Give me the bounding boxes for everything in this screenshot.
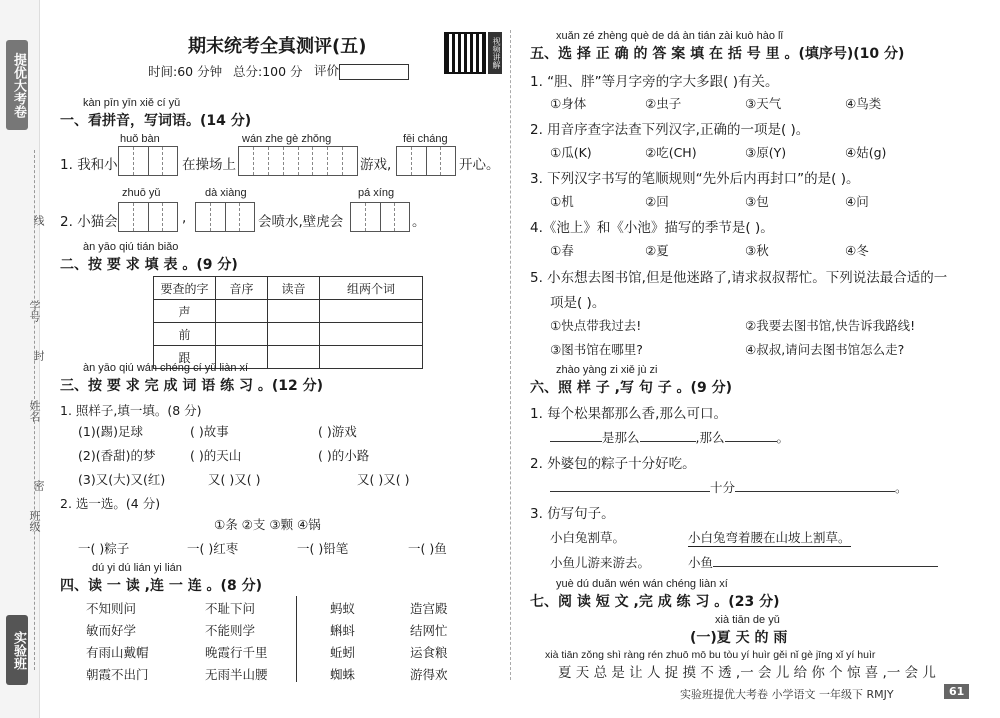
r4-0[interactable]: 一( )粽子 [78, 541, 130, 556]
table-header-row [154, 277, 423, 300]
answer-grid-wanzhe[interactable] [238, 146, 358, 176]
passage-title-pinyin: xià tiān de yǔ [715, 614, 780, 626]
col-reading: 读音 [268, 277, 320, 300]
s5-q2: 2. 用音序查字法查下列汉字,正确的一项是( )。 [530, 122, 810, 138]
name-label: 姓名 [28, 400, 41, 422]
eval-field[interactable] [314, 61, 409, 80]
page-number: 61 [944, 684, 969, 699]
s4-pinyin: dú yi dú lián yi lián [92, 562, 182, 574]
section5-heading: 五、选 择 正 确 的 答 案 填 在 括 号 里 。(填序号)(10 分) [530, 46, 905, 62]
table-row [154, 323, 423, 346]
q1-a: 我和小 [77, 157, 118, 173]
s7-pinyin: yuè dú duǎn wén wán chéng liàn xí [556, 578, 728, 590]
match-col1[interactable] [86, 598, 186, 686]
r3-2[interactable]: 又( )又( ) [357, 472, 410, 487]
example-sentence-3: 小鱼儿游来游去。 [550, 555, 651, 570]
eval-label: 评价 [314, 63, 340, 78]
measure-options: ①条 ②支 ③颗 ④锅 [214, 517, 321, 532]
s3-sub1: 1. 照样子,填一填。(8 分) [60, 403, 202, 418]
q2-text-b: , [182, 210, 187, 226]
match-divider [296, 596, 297, 682]
q1-opt-4[interactable]: ④鸟类 [845, 96, 882, 111]
q3-opt-3[interactable]: ③包 [745, 194, 769, 209]
cell-input[interactable] [216, 300, 268, 323]
q3-opt-4[interactable]: ④问 [845, 194, 869, 209]
q3-opt-1[interactable]: ①机 [550, 194, 574, 209]
q1-opt-2[interactable]: ②虫子 [645, 96, 682, 111]
list-item[interactable]: 不耻下问 [205, 601, 256, 616]
r4-2[interactable]: 一( )铅笔 [297, 541, 349, 556]
section3-heading: 三、按 要 求 完 成 词 语 练 习 。(12 分) [60, 378, 324, 394]
example-sentence-1: 小白兔割草。 [550, 530, 626, 545]
s5-q5b: 项是( )。 [550, 295, 606, 311]
r1-0: (1)(踢)足球 [78, 424, 143, 439]
q2-opt-1[interactable]: ①瓜(K) [550, 145, 592, 160]
r1-2[interactable]: ( )游戏 [318, 424, 357, 439]
binding-margin [0, 0, 45, 718]
qr-label: 视频讲解 [488, 32, 502, 74]
cell-input[interactable] [320, 346, 423, 369]
r4-1[interactable]: 一( )红枣 [187, 541, 239, 556]
q4-opt-3[interactable]: ③秋 [745, 243, 769, 258]
s2-pinyin: àn yāo qiú tián biǎo [83, 241, 179, 253]
match-col4[interactable] [410, 598, 490, 686]
q5-opt-1[interactable]: ①快点带我过去! [550, 318, 642, 333]
list-item[interactable]: 晚霞行千里 [205, 645, 268, 660]
brand-badge: 提优大考卷 [6, 40, 28, 130]
s3-pinyin: àn yāo qiú wán chéng cí yǔ liàn xí [83, 362, 249, 374]
s6-pinyin: zhào yàng zi xiě jù zi [556, 364, 658, 376]
cut-line [34, 150, 35, 670]
qr-code[interactable] [444, 32, 486, 74]
col-words: 组两个词 [320, 277, 423, 300]
q2a-text: 十分 [710, 480, 736, 495]
s5-pinyin: xuǎn zé zhèng què de dá àn tián zài kuò hào lǐ [556, 30, 783, 42]
exam-score: 总分:100 分 [233, 64, 303, 79]
col-char: 要查的字 [154, 277, 216, 300]
lookup-table [153, 276, 423, 369]
q2-text-d: 。 [412, 214, 426, 230]
q5-opt-3[interactable]: ③图书馆在哪里? [550, 342, 643, 357]
s5-q1: 1. “胆、胖”等月字旁的字大多跟( )有关。 [530, 74, 779, 90]
s6-q2: 2. 外婆包的粽子十分好吃。 [530, 456, 696, 472]
pinyin-paxing: pá xíng [358, 187, 395, 199]
s1-pinyin: kàn pīn yīn xiě cí yǔ [83, 97, 181, 109]
q2b-text: 。 [895, 480, 908, 495]
col-order: 音序 [216, 277, 268, 300]
s5-q5: 5. 小东想去图书馆,但是他迷路了,请求叔叔帮忙。下列说法最合适的一 [530, 270, 948, 286]
section2-heading: 二、按 要 求 填 表 。(9 分) [60, 257, 238, 273]
list-item[interactable]: 朝霞不出门 [86, 667, 149, 682]
line-mark: 线 [32, 215, 45, 226]
q2-opt-3[interactable]: ③原(Y) [745, 145, 787, 160]
seal-mark-2: 密 [32, 480, 45, 491]
q4-opt-1[interactable]: ①春 [550, 243, 574, 258]
list-item[interactable]: 蚯蚓 [330, 645, 356, 660]
row-char: 跟 [154, 346, 216, 369]
brand-badge-bottom: 实验班 [6, 615, 28, 685]
s5-q3: 3. 下列汉字书写的笔顺规则“先外后内再封口”的是( )。 [530, 171, 860, 187]
q1c-text: 。 [776, 430, 790, 445]
list-item[interactable]: 造宫殿 [410, 601, 448, 616]
r2-0: (2)(香甜)的梦 [78, 448, 156, 463]
passage-title: (一)夏 天 的 雨 [690, 630, 788, 646]
answer-grid-huoban[interactable] [118, 146, 178, 176]
r4-3[interactable]: 一( )鱼 [408, 541, 447, 556]
passage-line: 夏 天 总 是 让 人 捉 摸 不 透 ,一 会 儿 给 你 个 惊 喜 ,一 会 儿 [558, 665, 936, 681]
match-col3[interactable] [330, 598, 390, 686]
q2-text-c: 会喷水,壁虎会 [258, 214, 344, 230]
exam-time: 时间:60 分钟 [148, 64, 223, 79]
q1-opt-3[interactable]: ③天气 [745, 96, 782, 111]
list-item[interactable]: 不知则问 [86, 601, 137, 616]
section6-heading: 六、照 样 子 ,写 句 子 。(9 分) [530, 380, 732, 396]
match-col2[interactable] [205, 598, 305, 686]
section7-heading: 七、阅 读 短 文 ,完 成 练 习 。(23 分) [530, 594, 780, 610]
q2-opt-4[interactable]: ④姑(g) [845, 145, 887, 160]
s6-q3-answer[interactable] [688, 553, 938, 571]
list-item[interactable]: 蚂蚁 [330, 601, 356, 616]
q5-opt-2[interactable]: ②我要去图书馆,快告诉我路线! [745, 318, 916, 333]
q2-opt-2[interactable]: ②吃(CH) [645, 145, 697, 160]
pinyin-zhuoyu: zhuō yǔ [122, 187, 161, 199]
list-item[interactable]: 不能则学 [205, 623, 256, 638]
row-char: 声 [154, 300, 216, 323]
cell-input[interactable] [268, 346, 320, 369]
s3-sub2: 2. 选一选。(4 分) [60, 496, 161, 511]
section1-heading: 一、看拼音，写词语。(14 分) [60, 113, 252, 129]
student-id-label: 学号 [28, 300, 41, 322]
ex4-text: 小鱼 [688, 555, 714, 570]
r2-2[interactable]: ( )的小路 [318, 448, 370, 463]
passage-pinyin: xià tiān zǒng shì ràng rén zhuō mō bu tòu yí huìr gěi nǐ gè jīng xǐ yí huìr [545, 649, 876, 661]
answer-grid-zhuoyu[interactable] [118, 202, 178, 232]
q1-text-b: 在操场上 [182, 157, 236, 173]
s5-q4: 4.《池上》和《小池》描写的季节是( )。 [530, 220, 774, 236]
pinyin-huoban: huǒ bàn [120, 133, 160, 145]
list-item[interactable]: 蜘蛛 [330, 667, 356, 682]
q2-text-a [60, 210, 118, 230]
r3-1[interactable]: 又( )又( ) [208, 472, 261, 487]
q4-opt-2[interactable]: ②夏 [645, 243, 669, 258]
list-item[interactable]: 运食粮 [410, 645, 448, 660]
q2-a: 小猫会 [77, 214, 118, 230]
q1-text-a [60, 153, 118, 173]
cell-input[interactable] [216, 323, 268, 346]
footer-text: 实验班提优大考卷 小学语文 一年级下 RMJY [680, 688, 894, 701]
r2-1[interactable]: ( )的天山 [190, 448, 242, 463]
q1-opt-1[interactable]: ①身体 [550, 96, 587, 111]
pinyin-daxiang: dà xiàng [205, 187, 247, 199]
s6-q1: 1. 每个松果都那么香,那么可口。 [530, 406, 727, 422]
cell-input[interactable] [320, 323, 423, 346]
answer-grid-feichang[interactable] [396, 146, 456, 176]
s6-q3: 3. 仿写句子。 [530, 506, 615, 522]
column-divider [510, 30, 511, 680]
s6-q2-answer[interactable] [550, 478, 908, 496]
q1b-text: ,那么 [695, 430, 725, 445]
answer-grid-daxiang[interactable] [195, 202, 255, 232]
r1-1[interactable]: ( )故事 [190, 424, 229, 439]
q1-text-d: 开心。 [459, 157, 500, 173]
q1a-text: 是那么 [602, 430, 640, 445]
s6-q1-answer[interactable] [550, 428, 789, 446]
table-row [154, 300, 423, 323]
r3-0: (3)又(大)又(红) [78, 472, 166, 487]
list-item[interactable]: 敏而好学 [86, 623, 137, 638]
section4-heading: 四、读 一 读 ,连 一 连 。(8 分) [60, 578, 262, 594]
page-title: 期末统考全真测评(五) [188, 36, 367, 57]
answer-grid-paxing[interactable] [350, 202, 410, 232]
list-item[interactable]: 有雨山戴帽 [86, 645, 149, 660]
class-label: 班级 [28, 510, 41, 532]
cell-input[interactable] [268, 300, 320, 323]
cell-input[interactable] [268, 323, 320, 346]
list-item[interactable]: 无雨半山腰 [205, 667, 268, 682]
row-char: 前 [154, 323, 216, 346]
list-item[interactable]: 蝌蚪 [330, 623, 356, 638]
q5-opt-4[interactable]: ④叔叔,请问去图书馆怎么走? [745, 342, 905, 357]
q3-opt-2[interactable]: ②回 [645, 194, 669, 209]
q1-text-c: 游戏, [360, 157, 392, 173]
pinyin-wanzhe: wán zhe gè zhǒng [242, 133, 332, 145]
example-sentence-2: 小白兔弯着腰在山坡上割草。 [688, 530, 851, 545]
q2-num: 2. [60, 214, 73, 230]
cell-input[interactable] [320, 300, 423, 323]
seal-mark: 封 [32, 350, 45, 361]
list-item[interactable]: 结网忙 [410, 623, 448, 638]
pinyin-feichang: fēi cháng [403, 133, 448, 145]
q4-opt-4[interactable]: ④冬 [845, 243, 869, 258]
list-item[interactable]: 游得欢 [410, 667, 448, 682]
q1-num: 1. [60, 157, 73, 173]
